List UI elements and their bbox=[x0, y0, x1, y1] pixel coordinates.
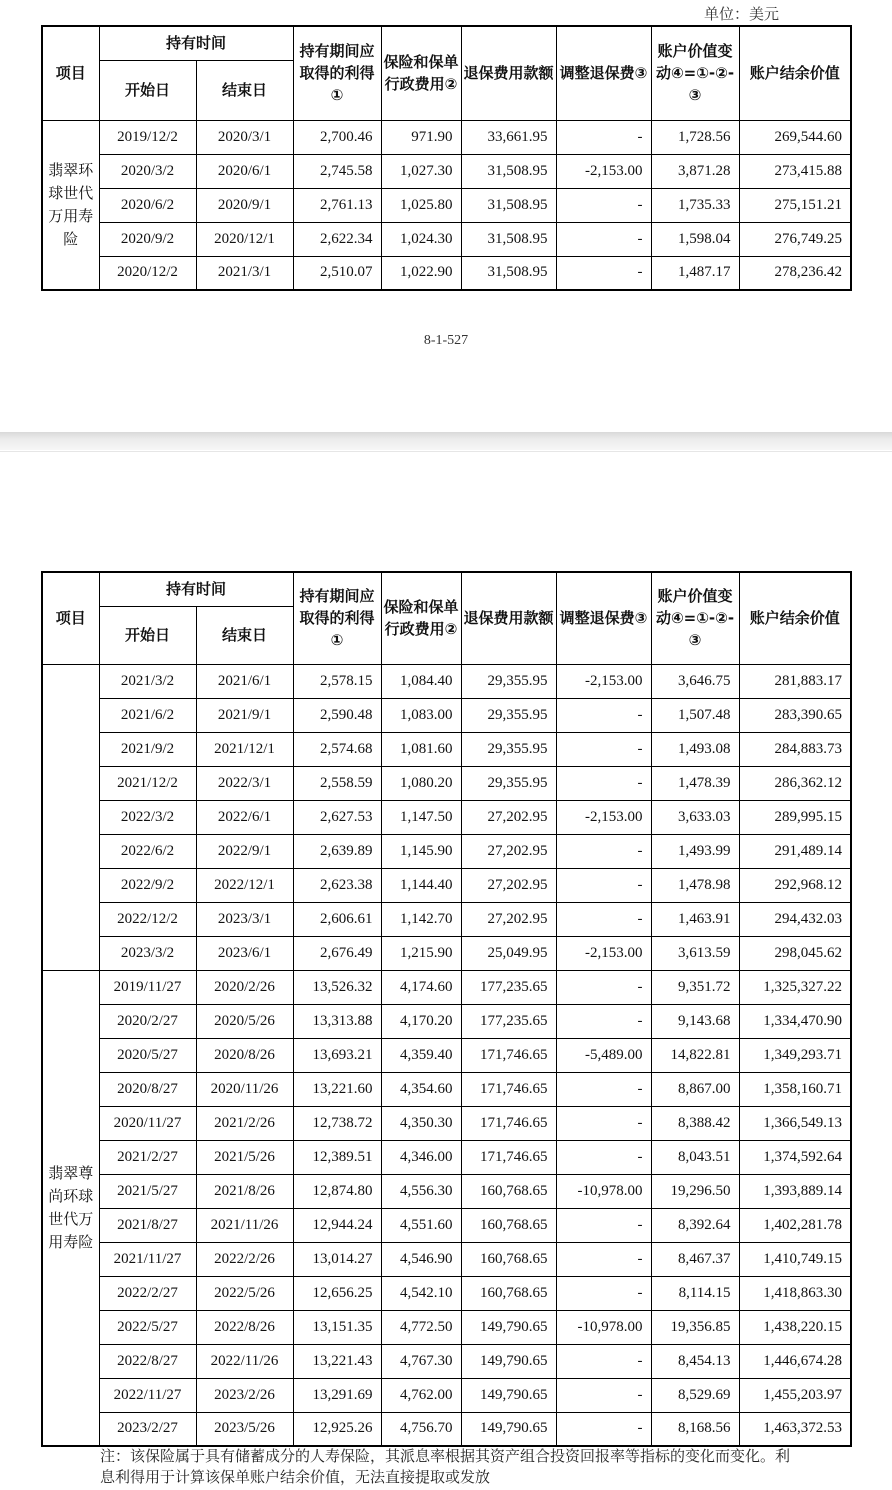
admin-fee-cell: 4,756.70 bbox=[381, 1412, 461, 1446]
account-balance-cell: 286,362.12 bbox=[739, 766, 851, 800]
header-adjust-fee: 调整退保费③ bbox=[556, 26, 651, 120]
start-date-cell: 2022/8/27 bbox=[99, 1344, 196, 1378]
admin-fee-cell: 4,556.30 bbox=[381, 1174, 461, 1208]
account-change-cell: 9,351.72 bbox=[651, 970, 739, 1004]
account-change-cell: 9,143.68 bbox=[651, 1004, 739, 1038]
admin-fee-cell: 1,080.20 bbox=[381, 766, 461, 800]
account-balance-cell: 1,358,160.71 bbox=[739, 1072, 851, 1106]
account-balance-cell: 283,390.65 bbox=[739, 698, 851, 732]
account-change-cell: 3,646.75 bbox=[651, 664, 739, 698]
gain-cell: 2,761.13 bbox=[293, 188, 381, 222]
end-date-cell: 2023/3/1 bbox=[196, 902, 293, 936]
account-change-cell: 8,467.37 bbox=[651, 1242, 739, 1276]
header-surrender-amount: 退保费用款额 bbox=[461, 26, 556, 120]
header-end-date: 结束日 bbox=[196, 606, 293, 664]
table-row bbox=[42, 256, 851, 290]
end-date-cell: 2023/2/26 bbox=[196, 1378, 293, 1412]
start-date-cell: 2020/3/2 bbox=[99, 154, 196, 188]
adjust-fee-cell: - bbox=[556, 188, 651, 222]
header-gain: 持有期间应取得的利得① bbox=[293, 572, 381, 664]
start-date-cell: 2022/2/27 bbox=[99, 1276, 196, 1310]
end-date-cell: 2020/9/1 bbox=[196, 188, 293, 222]
admin-fee-cell: 1,083.00 bbox=[381, 698, 461, 732]
table-row bbox=[42, 1072, 851, 1106]
end-date-cell: 2022/6/1 bbox=[196, 800, 293, 834]
table-row bbox=[42, 1344, 851, 1378]
gain-cell: 12,738.72 bbox=[293, 1106, 381, 1140]
surrender-amount-cell: 31,508.95 bbox=[461, 222, 556, 256]
admin-fee-cell: 4,346.00 bbox=[381, 1140, 461, 1174]
account-balance-cell: 292,968.12 bbox=[739, 868, 851, 902]
account-balance-cell: 284,883.73 bbox=[739, 732, 851, 766]
start-date-cell: 2021/8/27 bbox=[99, 1208, 196, 1242]
start-date-cell: 2020/2/27 bbox=[99, 1004, 196, 1038]
table-row bbox=[42, 1310, 851, 1344]
header-admin-fee: 保险和保单行政费用② bbox=[381, 572, 461, 664]
end-date-cell: 2023/5/26 bbox=[196, 1412, 293, 1446]
account-change-cell: 1,478.98 bbox=[651, 868, 739, 902]
surrender-amount-cell: 29,355.95 bbox=[461, 698, 556, 732]
admin-fee-cell: 4,359.40 bbox=[381, 1038, 461, 1072]
account-balance-cell: 1,374,592.64 bbox=[739, 1140, 851, 1174]
table-row bbox=[42, 1038, 851, 1072]
gain-cell: 2,627.53 bbox=[293, 800, 381, 834]
adjust-fee-cell: - bbox=[556, 1106, 651, 1140]
account-change-cell: 1,493.08 bbox=[651, 732, 739, 766]
header-account-balance: 账户结余价值 bbox=[739, 26, 851, 120]
admin-fee-cell: 4,350.30 bbox=[381, 1106, 461, 1140]
table-row bbox=[42, 664, 851, 698]
account-balance-cell: 269,544.60 bbox=[739, 120, 851, 154]
start-date-cell: 2020/9/2 bbox=[99, 222, 196, 256]
surrender-amount-cell: 171,746.65 bbox=[461, 1038, 556, 1072]
product-name-cell: 翡翠尊尚环球世代万用寿险 bbox=[42, 970, 99, 1446]
end-date-cell: 2023/6/1 bbox=[196, 936, 293, 970]
header-admin-fee: 保险和保单行政费用② bbox=[381, 26, 461, 120]
gain-cell: 2,676.49 bbox=[293, 936, 381, 970]
surrender-amount-cell: 160,768.65 bbox=[461, 1208, 556, 1242]
end-date-cell: 2022/8/26 bbox=[196, 1310, 293, 1344]
gain-cell: 2,558.59 bbox=[293, 766, 381, 800]
end-date-cell: 2022/12/1 bbox=[196, 868, 293, 902]
end-date-cell: 2021/2/26 bbox=[196, 1106, 293, 1140]
table-row bbox=[42, 868, 851, 902]
table-row bbox=[42, 732, 851, 766]
page-number: 8-1-527 bbox=[423, 333, 469, 348]
gain-cell: 13,151.35 bbox=[293, 1310, 381, 1344]
end-date-cell: 2021/9/1 bbox=[196, 698, 293, 732]
admin-fee-cell: 1,081.60 bbox=[381, 732, 461, 766]
table-row bbox=[42, 1004, 851, 1038]
surrender-amount-cell: 177,235.65 bbox=[461, 970, 556, 1004]
admin-fee-cell: 4,767.30 bbox=[381, 1344, 461, 1378]
start-date-cell: 2021/5/27 bbox=[99, 1174, 196, 1208]
header-holding-period: 持有时间 bbox=[99, 572, 293, 606]
header-account-change: 账户价值变动④=①-②-③ bbox=[651, 572, 739, 664]
surrender-amount-cell: 149,790.65 bbox=[461, 1310, 556, 1344]
start-date-cell: 2021/2/27 bbox=[99, 1140, 196, 1174]
start-date-cell: 2019/12/2 bbox=[99, 120, 196, 154]
account-balance-cell: 1,455,203.97 bbox=[739, 1378, 851, 1412]
start-date-cell: 2021/6/2 bbox=[99, 698, 196, 732]
start-date-cell: 2023/2/27 bbox=[99, 1412, 196, 1446]
gain-cell: 12,656.25 bbox=[293, 1276, 381, 1310]
start-date-cell: 2020/6/2 bbox=[99, 188, 196, 222]
page-separator-line bbox=[0, 451, 892, 452]
end-date-cell: 2021/8/26 bbox=[196, 1174, 293, 1208]
adjust-fee-cell: -10,978.00 bbox=[556, 1174, 651, 1208]
admin-fee-cell: 4,354.60 bbox=[381, 1072, 461, 1106]
start-date-cell: 2020/11/27 bbox=[99, 1106, 196, 1140]
account-change-cell: 3,633.03 bbox=[651, 800, 739, 834]
account-balance-cell: 1,325,327.22 bbox=[739, 970, 851, 1004]
account-balance-cell: 275,151.21 bbox=[739, 188, 851, 222]
surrender-amount-cell: 29,355.95 bbox=[461, 766, 556, 800]
surrender-amount-cell: 29,355.95 bbox=[461, 664, 556, 698]
start-date-cell: 2022/3/2 bbox=[99, 800, 196, 834]
adjust-fee-cell: - bbox=[556, 766, 651, 800]
surrender-amount-cell: 171,746.65 bbox=[461, 1072, 556, 1106]
surrender-amount-cell: 171,746.65 bbox=[461, 1140, 556, 1174]
surrender-amount-cell: 25,049.95 bbox=[461, 936, 556, 970]
admin-fee-cell: 1,142.70 bbox=[381, 902, 461, 936]
gain-cell: 2,623.38 bbox=[293, 868, 381, 902]
account-change-cell: 8,388.42 bbox=[651, 1106, 739, 1140]
start-date-cell: 2022/6/2 bbox=[99, 834, 196, 868]
end-date-cell: 2020/3/1 bbox=[196, 120, 293, 154]
table-row bbox=[42, 1208, 851, 1242]
surrender-amount-cell: 149,790.65 bbox=[461, 1344, 556, 1378]
gain-cell: 2,574.68 bbox=[293, 732, 381, 766]
gain-cell: 13,221.60 bbox=[293, 1072, 381, 1106]
adjust-fee-cell: - bbox=[556, 1412, 651, 1446]
start-date-cell: 2021/11/27 bbox=[99, 1242, 196, 1276]
table-row bbox=[42, 1242, 851, 1276]
gain-cell: 13,291.69 bbox=[293, 1378, 381, 1412]
admin-fee-cell: 4,762.00 bbox=[381, 1378, 461, 1412]
surrender-amount-cell: 29,355.95 bbox=[461, 732, 556, 766]
adjust-fee-cell: - bbox=[556, 1072, 651, 1106]
gain-cell: 12,944.24 bbox=[293, 1208, 381, 1242]
end-date-cell: 2021/11/26 bbox=[196, 1208, 293, 1242]
adjust-fee-cell: - bbox=[556, 222, 651, 256]
start-date-cell: 2022/9/2 bbox=[99, 868, 196, 902]
end-date-cell: 2022/2/26 bbox=[196, 1242, 293, 1276]
admin-fee-cell: 1,027.30 bbox=[381, 154, 461, 188]
account-balance-cell: 1,446,674.28 bbox=[739, 1344, 851, 1378]
account-change-cell: 8,867.00 bbox=[651, 1072, 739, 1106]
surrender-amount-cell: 27,202.95 bbox=[461, 834, 556, 868]
admin-fee-cell: 4,551.60 bbox=[381, 1208, 461, 1242]
admin-fee-cell: 1,024.30 bbox=[381, 222, 461, 256]
adjust-fee-cell: - bbox=[556, 1208, 651, 1242]
header-gain: 持有期间应取得的利得① bbox=[293, 26, 381, 120]
account-change-cell: 3,871.28 bbox=[651, 154, 739, 188]
table-row bbox=[42, 936, 851, 970]
header-adjust-fee: 调整退保费③ bbox=[556, 572, 651, 664]
start-date-cell: 2022/11/27 bbox=[99, 1378, 196, 1412]
gain-cell: 2,622.34 bbox=[293, 222, 381, 256]
account-value-table-2 bbox=[41, 571, 852, 1447]
adjust-fee-cell: - bbox=[556, 1242, 651, 1276]
admin-fee-cell: 4,542.10 bbox=[381, 1276, 461, 1310]
header-account-change: 账户价值变动④=①-②-③ bbox=[651, 26, 739, 120]
surrender-amount-cell: 149,790.65 bbox=[461, 1378, 556, 1412]
start-date-cell: 2021/3/2 bbox=[99, 664, 196, 698]
adjust-fee-cell: -2,153.00 bbox=[556, 936, 651, 970]
admin-fee-cell: 4,772.50 bbox=[381, 1310, 461, 1344]
header-start-date: 开始日 bbox=[99, 60, 196, 120]
gain-cell: 2,639.89 bbox=[293, 834, 381, 868]
account-balance-cell: 273,415.88 bbox=[739, 154, 851, 188]
admin-fee-cell: 1,144.40 bbox=[381, 868, 461, 902]
page-separator bbox=[0, 432, 892, 450]
adjust-fee-cell: - bbox=[556, 1276, 651, 1310]
surrender-amount-cell: 31,508.95 bbox=[461, 154, 556, 188]
account-balance-cell: 1,463,372.53 bbox=[739, 1412, 851, 1446]
admin-fee-cell: 4,546.90 bbox=[381, 1242, 461, 1276]
admin-fee-cell: 1,084.40 bbox=[381, 664, 461, 698]
admin-fee-cell: 1,022.90 bbox=[381, 256, 461, 290]
start-date-cell: 2019/11/27 bbox=[99, 970, 196, 1004]
end-date-cell: 2022/3/1 bbox=[196, 766, 293, 800]
table-row bbox=[42, 120, 851, 154]
adjust-fee-cell: - bbox=[556, 698, 651, 732]
admin-fee-cell: 1,145.90 bbox=[381, 834, 461, 868]
admin-fee-cell: 971.90 bbox=[381, 120, 461, 154]
surrender-amount-cell: 31,508.95 bbox=[461, 188, 556, 222]
header-account-balance: 账户结余价值 bbox=[739, 572, 851, 664]
gain-cell: 12,389.51 bbox=[293, 1140, 381, 1174]
account-change-cell: 8,392.64 bbox=[651, 1208, 739, 1242]
gain-cell: 13,014.27 bbox=[293, 1242, 381, 1276]
account-balance-cell: 1,366,549.13 bbox=[739, 1106, 851, 1140]
admin-fee-cell: 4,170.20 bbox=[381, 1004, 461, 1038]
end-date-cell: 2020/5/26 bbox=[196, 1004, 293, 1038]
table-row bbox=[42, 834, 851, 868]
account-change-cell: 8,114.15 bbox=[651, 1276, 739, 1310]
table-row bbox=[42, 1412, 851, 1446]
table-row bbox=[42, 902, 851, 936]
adjust-fee-cell: - bbox=[556, 834, 651, 868]
end-date-cell: 2020/8/26 bbox=[196, 1038, 293, 1072]
account-balance-cell: 291,489.14 bbox=[739, 834, 851, 868]
surrender-amount-cell: 171,746.65 bbox=[461, 1106, 556, 1140]
account-balance-cell: 294,432.03 bbox=[739, 902, 851, 936]
surrender-amount-cell: 160,768.65 bbox=[461, 1174, 556, 1208]
surrender-amount-cell: 177,235.65 bbox=[461, 1004, 556, 1038]
admin-fee-cell: 1,215.90 bbox=[381, 936, 461, 970]
header-item: 项目 bbox=[42, 26, 99, 120]
account-balance-cell: 1,334,470.90 bbox=[739, 1004, 851, 1038]
adjust-fee-cell: -2,153.00 bbox=[556, 154, 651, 188]
admin-fee-cell: 4,174.60 bbox=[381, 970, 461, 1004]
footnote: 注：该保险属于具有储蓄成分的人寿保险，其派息率根据其资产组合投资回报率等指标的变化而变化。利息利得用于计算该保单账户结余价值，无法直接提取或发放 bbox=[100, 1447, 791, 1486]
table-row bbox=[42, 154, 851, 188]
adjust-fee-cell: - bbox=[556, 120, 651, 154]
end-date-cell: 2020/2/26 bbox=[196, 970, 293, 1004]
table-row bbox=[42, 1174, 851, 1208]
account-balance-cell: 1,349,293.71 bbox=[739, 1038, 851, 1072]
account-change-cell: 1,598.04 bbox=[651, 222, 739, 256]
account-change-cell: 19,356.85 bbox=[651, 1310, 739, 1344]
surrender-amount-cell: 27,202.95 bbox=[461, 800, 556, 834]
start-date-cell: 2021/12/2 bbox=[99, 766, 196, 800]
account-change-cell: 8,043.51 bbox=[651, 1140, 739, 1174]
account-change-cell: 1,728.56 bbox=[651, 120, 739, 154]
surrender-amount-cell: 160,768.65 bbox=[461, 1242, 556, 1276]
account-change-cell: 3,613.59 bbox=[651, 936, 739, 970]
end-date-cell: 2020/11/26 bbox=[196, 1072, 293, 1106]
account-balance-cell: 289,995.15 bbox=[739, 800, 851, 834]
header-surrender-amount: 退保费用款额 bbox=[461, 572, 556, 664]
header-item: 项目 bbox=[42, 572, 99, 664]
table-row bbox=[42, 1140, 851, 1174]
surrender-amount-cell: 33,661.95 bbox=[461, 120, 556, 154]
account-balance-cell: 278,236.42 bbox=[739, 256, 851, 290]
table-row bbox=[42, 698, 851, 732]
start-date-cell: 2023/3/2 bbox=[99, 936, 196, 970]
adjust-fee-cell: - bbox=[556, 902, 651, 936]
surrender-amount-cell: 31,508.95 bbox=[461, 256, 556, 290]
table-row bbox=[42, 1276, 851, 1310]
gain-cell: 13,526.32 bbox=[293, 970, 381, 1004]
table-row bbox=[42, 766, 851, 800]
end-date-cell: 2021/6/1 bbox=[196, 664, 293, 698]
gain-cell: 2,745.58 bbox=[293, 154, 381, 188]
gain-cell: 2,578.15 bbox=[293, 664, 381, 698]
gain-cell: 2,510.07 bbox=[293, 256, 381, 290]
account-balance-cell: 1,410,749.15 bbox=[739, 1242, 851, 1276]
adjust-fee-cell: -5,489.00 bbox=[556, 1038, 651, 1072]
adjust-fee-cell: - bbox=[556, 256, 651, 290]
gain-cell: 13,693.21 bbox=[293, 1038, 381, 1072]
adjust-fee-cell: - bbox=[556, 1378, 651, 1412]
gain-cell: 2,606.61 bbox=[293, 902, 381, 936]
account-balance-cell: 276,749.25 bbox=[739, 222, 851, 256]
start-date-cell: 2021/9/2 bbox=[99, 732, 196, 766]
table-row bbox=[42, 970, 851, 1004]
adjust-fee-cell: -2,153.00 bbox=[556, 664, 651, 698]
account-change-cell: 8,454.13 bbox=[651, 1344, 739, 1378]
surrender-amount-cell: 160,768.65 bbox=[461, 1276, 556, 1310]
start-date-cell: 2020/12/2 bbox=[99, 256, 196, 290]
table-row bbox=[42, 222, 851, 256]
admin-fee-cell: 1,147.50 bbox=[381, 800, 461, 834]
account-change-cell: 8,529.69 bbox=[651, 1378, 739, 1412]
end-date-cell: 2022/9/1 bbox=[196, 834, 293, 868]
start-date-cell: 2022/12/2 bbox=[99, 902, 196, 936]
surrender-amount-cell: 27,202.95 bbox=[461, 868, 556, 902]
account-value-table-1 bbox=[41, 25, 852, 291]
end-date-cell: 2020/12/1 bbox=[196, 222, 293, 256]
account-change-cell: 8,168.56 bbox=[651, 1412, 739, 1446]
admin-fee-cell: 1,025.80 bbox=[381, 188, 461, 222]
table-row bbox=[42, 1378, 851, 1412]
product-name-cell: 翡翠环球世代万用寿险 bbox=[42, 120, 99, 290]
adjust-fee-cell: -10,978.00 bbox=[556, 1310, 651, 1344]
account-change-cell: 1,487.17 bbox=[651, 256, 739, 290]
header-start-date: 开始日 bbox=[99, 606, 196, 664]
account-balance-cell: 1,418,863.30 bbox=[739, 1276, 851, 1310]
end-date-cell: 2021/12/1 bbox=[196, 732, 293, 766]
end-date-cell: 2020/6/1 bbox=[196, 154, 293, 188]
adjust-fee-cell: - bbox=[556, 1344, 651, 1378]
unit-label: 单位：美元 bbox=[704, 5, 780, 23]
table-row bbox=[42, 1106, 851, 1140]
table-row bbox=[42, 800, 851, 834]
account-change-cell: 1,463.91 bbox=[651, 902, 739, 936]
account-change-cell: 1,735.33 bbox=[651, 188, 739, 222]
start-date-cell: 2020/8/27 bbox=[99, 1072, 196, 1106]
header-end-date: 结束日 bbox=[196, 60, 293, 120]
account-balance-cell: 1,393,889.14 bbox=[739, 1174, 851, 1208]
adjust-fee-cell: - bbox=[556, 1140, 651, 1174]
account-change-cell: 1,493.99 bbox=[651, 834, 739, 868]
gain-cell: 12,925.26 bbox=[293, 1412, 381, 1446]
account-balance-cell: 1,438,220.15 bbox=[739, 1310, 851, 1344]
start-date-cell: 2022/5/27 bbox=[99, 1310, 196, 1344]
gain-cell: 12,874.80 bbox=[293, 1174, 381, 1208]
end-date-cell: 2022/11/26 bbox=[196, 1344, 293, 1378]
account-balance-cell: 298,045.62 bbox=[739, 936, 851, 970]
account-change-cell: 14,822.81 bbox=[651, 1038, 739, 1072]
account-balance-cell: 281,883.17 bbox=[739, 664, 851, 698]
adjust-fee-cell: - bbox=[556, 970, 651, 1004]
table-row bbox=[42, 188, 851, 222]
gain-cell: 2,700.46 bbox=[293, 120, 381, 154]
adjust-fee-cell: - bbox=[556, 1004, 651, 1038]
surrender-amount-cell: 149,790.65 bbox=[461, 1412, 556, 1446]
gain-cell: 2,590.48 bbox=[293, 698, 381, 732]
account-change-cell: 19,296.50 bbox=[651, 1174, 739, 1208]
gain-cell: 13,313.88 bbox=[293, 1004, 381, 1038]
adjust-fee-cell: - bbox=[556, 868, 651, 902]
start-date-cell: 2020/5/27 bbox=[99, 1038, 196, 1072]
surrender-amount-cell: 27,202.95 bbox=[461, 902, 556, 936]
adjust-fee-cell: - bbox=[556, 732, 651, 766]
account-change-cell: 1,478.39 bbox=[651, 766, 739, 800]
end-date-cell: 2021/3/1 bbox=[196, 256, 293, 290]
end-date-cell: 2022/5/26 bbox=[196, 1276, 293, 1310]
adjust-fee-cell: -2,153.00 bbox=[556, 800, 651, 834]
product-name-cell bbox=[42, 664, 99, 970]
header-holding-period: 持有时间 bbox=[99, 26, 293, 60]
account-change-cell: 1,507.48 bbox=[651, 698, 739, 732]
gain-cell: 13,221.43 bbox=[293, 1344, 381, 1378]
end-date-cell: 2021/5/26 bbox=[196, 1140, 293, 1174]
account-balance-cell: 1,402,281.78 bbox=[739, 1208, 851, 1242]
